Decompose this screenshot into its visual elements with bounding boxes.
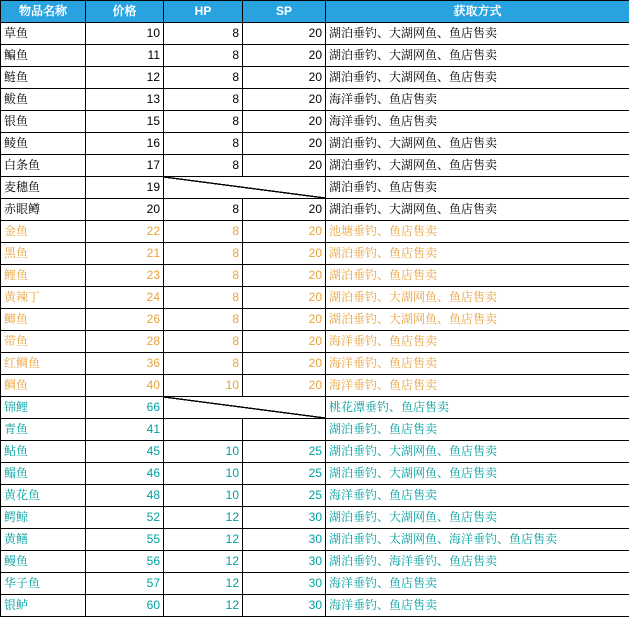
cell-acquire-method: 湖泊垂钓、大湖网鱼、鱼店售卖 <box>326 441 629 463</box>
cell-item-name: 赤眼鳟 <box>1 199 86 221</box>
cell-hp: 12 <box>164 573 243 595</box>
cell-sp: 20 <box>243 353 326 375</box>
cell-price: 20 <box>86 199 164 221</box>
cell-sp: 20 <box>243 155 326 177</box>
cell-sp: 20 <box>243 243 326 265</box>
cell-sp: 20 <box>243 111 326 133</box>
table-row <box>1 331 629 353</box>
cell-hp: 8 <box>164 243 243 265</box>
cell-sp: 25 <box>243 441 326 463</box>
cell-hp: 12 <box>164 529 243 551</box>
cell-hp: 8 <box>164 309 243 331</box>
cell-sp: 20 <box>243 221 326 243</box>
table-row <box>1 155 629 177</box>
cell-sp: 30 <box>243 595 326 617</box>
cell-sp: 30 <box>243 507 326 529</box>
cell-hp: 10 <box>164 375 243 397</box>
cell-empty-slash <box>164 397 326 419</box>
cell-item-name: 黄花鱼 <box>1 485 86 507</box>
cell-price: 57 <box>86 573 164 595</box>
table-row <box>1 309 629 331</box>
cell-acquire-method: 湖泊垂钓、大湖网鱼、鱼店售卖 <box>326 133 629 155</box>
cell-price: 13 <box>86 89 164 111</box>
column-header-sp: SP <box>243 1 326 23</box>
table-row <box>1 221 629 243</box>
table-row <box>1 595 629 617</box>
cell-acquire-method: 池塘垂钓、鱼店售卖 <box>326 221 629 243</box>
cell-item-name: 银鲈 <box>1 595 86 617</box>
cell-hp: 8 <box>164 111 243 133</box>
cell-hp: 8 <box>164 199 243 221</box>
table-row <box>1 177 629 199</box>
cell-acquire-method: 海洋垂钓、鱼店售卖 <box>326 375 629 397</box>
cell-item-name: 华子鱼 <box>1 573 86 595</box>
cell-item-name: 带鱼 <box>1 331 86 353</box>
cell-sp: 25 <box>243 463 326 485</box>
cell-item-name: 鲅鱼 <box>1 89 86 111</box>
table-row <box>1 287 629 309</box>
cell-hp: 8 <box>164 265 243 287</box>
cell-hp: 8 <box>164 221 243 243</box>
table-row <box>1 133 629 155</box>
cell-empty-slash <box>164 177 326 199</box>
cell-hp: 12 <box>164 507 243 529</box>
cell-price: 36 <box>86 353 164 375</box>
table-row <box>1 67 629 89</box>
cell-acquire-method: 湖泊垂钓、大湖网鱼、鱼店售卖 <box>326 507 629 529</box>
cell-sp: 20 <box>243 287 326 309</box>
cell-acquire-method: 湖泊垂钓、大湖网鱼、鱼店售卖 <box>326 23 629 45</box>
cell-hp: 12 <box>164 551 243 573</box>
cell-price: 21 <box>86 243 164 265</box>
table-row <box>1 463 629 485</box>
cell-item-name: 鳊鱼 <box>1 45 86 67</box>
cell-price: 66 <box>86 397 164 419</box>
cell-price: 23 <box>86 265 164 287</box>
cell-item-name: 红鲷鱼 <box>1 353 86 375</box>
cell-item-name: 青鱼 <box>1 419 86 441</box>
cell-hp: 8 <box>164 331 243 353</box>
cell-acquire-method: 湖泊垂钓、大湖网鱼、鱼店售卖 <box>326 309 629 331</box>
cell-hp: 8 <box>164 155 243 177</box>
cell-price: 24 <box>86 287 164 309</box>
cell-sp: 25 <box>243 485 326 507</box>
cell-hp: 8 <box>164 45 243 67</box>
cell-hp: 10 <box>164 485 243 507</box>
cell-sp: 20 <box>243 67 326 89</box>
cell-acquire-method: 湖泊垂钓、鱼店售卖 <box>326 419 629 441</box>
table-row <box>1 23 629 45</box>
cell-sp: 20 <box>243 23 326 45</box>
table-header-row <box>1 1 629 23</box>
cell-item-name: 白条鱼 <box>1 155 86 177</box>
cell-acquire-method: 海洋垂钓、鱼店售卖 <box>326 89 629 111</box>
cell-price: 55 <box>86 529 164 551</box>
cell-price: 48 <box>86 485 164 507</box>
table-row <box>1 89 629 111</box>
cell-hp: 10 <box>164 463 243 485</box>
cell-price: 46 <box>86 463 164 485</box>
cell-acquire-method: 海洋垂钓、鱼店售卖 <box>326 485 629 507</box>
cell-item-name: 金鱼 <box>1 221 86 243</box>
table-row <box>1 45 629 67</box>
cell-item-name: 鲮鱼 <box>1 133 86 155</box>
cell-sp: 20 <box>243 199 326 221</box>
table-row <box>1 573 629 595</box>
table-row <box>1 551 629 573</box>
cell-sp: 30 <box>243 551 326 573</box>
cell-sp: 20 <box>243 331 326 353</box>
cell-sp: 20 <box>243 45 326 67</box>
cell-price: 15 <box>86 111 164 133</box>
table-row <box>1 375 629 397</box>
table-row <box>1 397 629 419</box>
column-header-name: 物品名称 <box>1 1 86 23</box>
cell-acquire-method: 湖泊垂钓、鱼店售卖 <box>326 177 629 199</box>
cell-sp: 30 <box>243 573 326 595</box>
cell-acquire-method: 海洋垂钓、鱼店售卖 <box>326 353 629 375</box>
cell-price: 22 <box>86 221 164 243</box>
cell-sp: 20 <box>243 89 326 111</box>
cell-acquire-method: 湖泊垂钓、大湖网鱼、鱼店售卖 <box>326 287 629 309</box>
cell-price: 17 <box>86 155 164 177</box>
cell-acquire-method: 湖泊垂钓、太湖网鱼、海洋垂钓、鱼店售卖 <box>326 529 629 551</box>
cell-price: 60 <box>86 595 164 617</box>
table-row <box>1 485 629 507</box>
column-header-hp: HP <box>164 1 243 23</box>
table-row <box>1 265 629 287</box>
cell-item-name: 银鱼 <box>1 111 86 133</box>
cell-acquire-method: 湖泊垂钓、大湖网鱼、鱼店售卖 <box>326 199 629 221</box>
cell-sp: 20 <box>243 265 326 287</box>
cell-price: 56 <box>86 551 164 573</box>
cell-acquire-method: 湖泊垂钓、鱼店售卖 <box>326 265 629 287</box>
cell-sp: 20 <box>243 375 326 397</box>
table-body <box>1 23 629 617</box>
cell-item-name: 黄辣丁 <box>1 287 86 309</box>
cell-price: 10 <box>86 23 164 45</box>
column-header-price: 价格 <box>86 1 164 23</box>
cell-item-name: 鳎鱼 <box>1 463 86 485</box>
cell-acquire-method: 海洋垂钓、鱼店售卖 <box>326 331 629 353</box>
table-row <box>1 243 629 265</box>
table-row <box>1 441 629 463</box>
cell-hp <box>164 419 243 441</box>
table-row <box>1 199 629 221</box>
cell-sp <box>243 419 326 441</box>
cell-acquire-method: 桃花潭垂钓、鱼店售卖 <box>326 397 629 419</box>
cell-hp: 12 <box>164 595 243 617</box>
cell-item-name: 麦穗鱼 <box>1 177 86 199</box>
table-row <box>1 529 629 551</box>
cell-item-name: 鲢鱼 <box>1 67 86 89</box>
cell-item-name: 黄鳝 <box>1 529 86 551</box>
cell-price: 12 <box>86 67 164 89</box>
cell-hp: 8 <box>164 353 243 375</box>
cell-item-name: 鲤鱼 <box>1 265 86 287</box>
cell-item-name: 草鱼 <box>1 23 86 45</box>
cell-item-name: 黑鱼 <box>1 243 86 265</box>
cell-hp: 8 <box>164 133 243 155</box>
cell-item-name: 锦鲤 <box>1 397 86 419</box>
cell-item-name: 鲫鱼 <box>1 309 86 331</box>
cell-item-name: 鳗鱼 <box>1 551 86 573</box>
cell-price: 45 <box>86 441 164 463</box>
cell-acquire-method: 湖泊垂钓、大湖网鱼、鱼店售卖 <box>326 67 629 89</box>
cell-price: 11 <box>86 45 164 67</box>
table-row <box>1 353 629 375</box>
table-row <box>1 419 629 441</box>
cell-price: 28 <box>86 331 164 353</box>
cell-price: 19 <box>86 177 164 199</box>
cell-hp: 10 <box>164 441 243 463</box>
column-header-way: 获取方式 <box>326 1 629 23</box>
cell-acquire-method: 湖泊垂钓、大湖网鱼、鱼店售卖 <box>326 45 629 67</box>
cell-sp: 20 <box>243 309 326 331</box>
cell-hp: 8 <box>164 23 243 45</box>
cell-sp: 30 <box>243 529 326 551</box>
cell-acquire-method: 海洋垂钓、鱼店售卖 <box>326 573 629 595</box>
cell-price: 52 <box>86 507 164 529</box>
cell-hp: 8 <box>164 89 243 111</box>
cell-acquire-method: 海洋垂钓、鱼店售卖 <box>326 595 629 617</box>
cell-item-name: 鲇鱼 <box>1 441 86 463</box>
cell-item-name: 鲷鱼 <box>1 375 86 397</box>
cell-price: 16 <box>86 133 164 155</box>
cell-price: 26 <box>86 309 164 331</box>
cell-sp: 20 <box>243 133 326 155</box>
cell-price: 40 <box>86 375 164 397</box>
table-row <box>1 111 629 133</box>
cell-acquire-method: 湖泊垂钓、鱼店售卖 <box>326 243 629 265</box>
cell-acquire-method: 湖泊垂钓、大湖网鱼、鱼店售卖 <box>326 463 629 485</box>
cell-hp: 8 <box>164 287 243 309</box>
cell-acquire-method: 湖泊垂钓、大湖网鱼、鱼店售卖 <box>326 155 629 177</box>
table-row <box>1 507 629 529</box>
cell-hp: 8 <box>164 67 243 89</box>
cell-acquire-method: 海洋垂钓、鱼店售卖 <box>326 111 629 133</box>
cell-price: 41 <box>86 419 164 441</box>
cell-item-name: 鳄鲸 <box>1 507 86 529</box>
cell-acquire-method: 湖泊垂钓、海洋垂钓、鱼店售卖 <box>326 551 629 573</box>
